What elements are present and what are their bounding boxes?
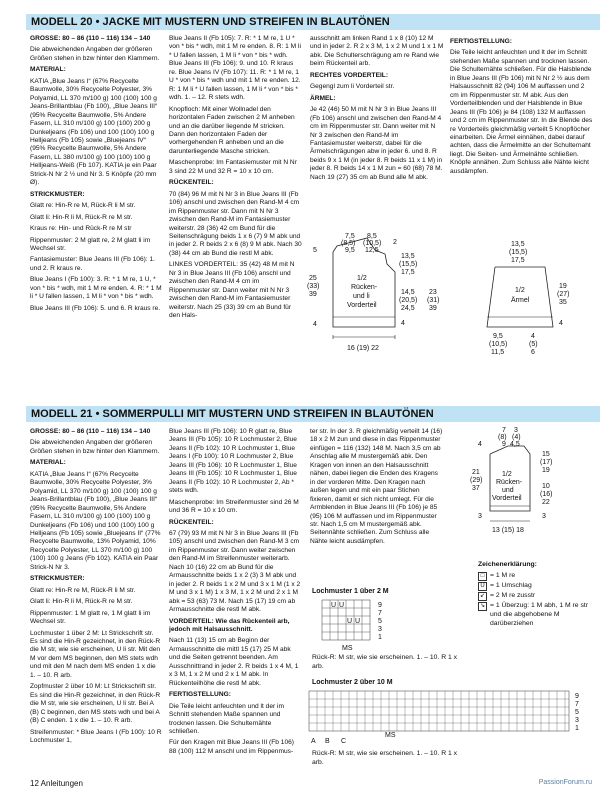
m20-dim: 5: [313, 247, 317, 254]
lochmuster-1-title: Lochmuster 1 über 2 M: [312, 588, 389, 595]
svg-text:U: U: [339, 602, 345, 609]
section-heading: ÄRMEL:: [310, 94, 336, 102]
lm1-row-num: 7: [378, 610, 382, 617]
m21-label: Vorderteil: [492, 495, 522, 502]
m20-dim: 19: [559, 283, 567, 290]
section-heading: FERTIGSTELLUNG:: [169, 691, 231, 699]
section-heading: MATERIAL:: [30, 459, 66, 467]
m20-dim: (27): [557, 291, 570, 298]
page-footer: 12 Anleitungen: [30, 779, 83, 788]
m21-dim: (4): [512, 434, 521, 441]
paragraph: Rippenmuster: 2 M glatt re, 2 M glatt li im Wechsel str.: [30, 236, 151, 252]
lm2-ms: MS: [385, 732, 396, 739]
paragraph: Glatt re: Hin-R re M, Rück-R li M str.: [30, 202, 136, 210]
paragraph: KATIA „Blue Jeans I“ (67% Recycelte Baumwolle, 30% Recycelte Polyester, 3% Polyamid, LL 370 m/100 g) 100 (100) 100 g Jeans-Brillantblau (Fb 100), „Blue Jeans III“ (95% Recycelte Baumwolle, 5% Andere Fasern, LL 310 m/100 g) 100 (100) 200 g Dunkeljeans (Fb 106) und 100 (100) 100 g Helljeans (Fb 105) sowie „Bluejeans IV“ (95% Recycelte Baumwolle, 5% Andere Fasern, LL 380 m/100 g) 100 (100) 100 g Helljeans-Weiß (Fb 107). KATIA je ein Paar Strick-N Nr 2 ½ und Nr 3. 5 Knöpfe (20 mm Ø).: [30, 77, 158, 187]
m20-dim: 13,5: [511, 241, 525, 248]
lm1-row-num: 3: [378, 626, 382, 633]
lochmuster-1-note: Rück-R: M str, wie sie erscheinen. 1. – 10. R 1 x arb.: [312, 654, 458, 670]
m20-dim: (15,5): [509, 249, 528, 256]
m21-schematic: [468, 426, 598, 551]
lm2-label-c: C: [341, 738, 347, 745]
legend-title: Zeichenerklärung:: [478, 561, 537, 568]
m21-dim: (29): [470, 477, 483, 484]
m21-dim: 13 (15) 18: [492, 527, 524, 534]
m20-dim: 17,5: [511, 257, 525, 264]
m20-dim: 12,5: [365, 247, 379, 254]
svg-text:U: U: [331, 602, 337, 609]
m21-column-1: [30, 428, 162, 768]
m20-column-2: [169, 35, 302, 345]
section-heading: VORDERTEIL: Wie das Rückenteil arb, jedoch mit Halsausschnitt.: [169, 617, 290, 633]
size-line: GRÖSSE: 80 – 86 (110 – 116) 134 – 140: [30, 35, 151, 42]
m20-dim: (10,5): [489, 341, 508, 348]
paragraph: Blue Jeans III (Fb 106): 5. und 6. R kraus re.: [30, 304, 161, 312]
legend-row: [478, 581, 598, 591]
paragraph: Streifenmuster: * Blue Jeans I (Fb 100): 10 R Lochmuster 1,: [30, 728, 162, 744]
m21-dim: 15: [542, 451, 550, 458]
paragraph: ter str. In der 3. R gleichmäßig verteilt 14 (16) 18 x 2 M zun und diese in das Rippenmuster einfügen = 116 (132) 148 M. Nach 3,5 cm ab Anschlag alle M mustergemäß abk. Den Kragen von innen an den Halsausschnitt nähen, dabei liegen die Enden des Kragens in der vorderen Mitte. Den Kragen nach außen legen und mit ein paar Stichen fixieren, damit er sich nicht umlegt. Für die Armblenden in Blue Jeans III (Fb 106) je 85 (95) 106 M auffassen und im Rippenmuster str. Nach 1,5 cm M mustergemäß abk. Seitennähte schließen. Zum Schluss alle Nähte leicht ausdämpfen.: [310, 428, 443, 545]
paragraph: Die Teile leicht anfeuchten und lt der im Schnitt stehenden Maße spannen und trocknen lassen. Die Schulternähte schließen. Für die Halsblende in Blue Jeans III (Fb 106) mit N Nr 2 ½ aus dem Halsausschnitt 82 (94) 106 M auffassen und 2 cm im Rippenmuster str. M abk. Aus den Vorderteilblenden und der Halsblende in Blue Jeans III (Fb 106) je 84 (108) 132 M auffassen und 2 cm im Rippenmuster str. In die Blende des re Vorderteils gleichmäßig verteilt 5 Knopflöcher einarbeiten. Die Ärmel einnähen, dabei darauf achten, dass die Ärmelmitte an der Schulternaht liegt. Die Seiten- und Ärmelnähte schließen. Knöpfe annähen. Zum Schluss alle Nähte leicht ausdämpfen.: [450, 49, 593, 175]
paragraph: Fantasiemuster: Blue Jeans III (Fb 106): 1. und 2. R kraus re.: [30, 256, 155, 272]
m20-dim: 25: [309, 275, 317, 282]
m21-dim: 3: [514, 427, 518, 434]
m20-dim: 4: [531, 333, 535, 340]
legend-text: = 2 M re zusstr: [490, 592, 536, 599]
m21-dim: (16): [540, 491, 553, 498]
paragraph: Maschenprobe: Im Streifenmuster sind 26 M und 36 R = 10 x 10 cm.: [169, 498, 299, 515]
legend-row: [478, 591, 598, 601]
m21-dim: 3: [478, 513, 482, 520]
section-heading: RÜCKENTEIL:: [169, 179, 214, 187]
section-heading: FERTIGSTELLUNG:: [450, 38, 512, 45]
m20-dim: 8,5: [367, 233, 377, 240]
m20-label: und li: [353, 293, 370, 300]
paragraph: Je 42 (46) 50 M mit N Nr 3 in Blue Jeans III (Fb 106) anschl und zwischen den Rand-M 4 cm im Rippenmuster str. Dann weiter mit N Nr 3 zwischen den Rand-M im Fantasiemuster weiterstr, dabei für die Ärmelschrägungen abw in jeder 6. und 8. R beids 9 x 1 M (in jeder 8. R beids 11 x 1 M) in jeder 8. R beids 14 x 1 M zun = 60 (68) 78 M. Nach 19 (27) 35 cm ab Bund alle M abk.: [310, 106, 443, 181]
section-heading: RECHTES VORDERTEIL:: [310, 71, 389, 79]
paragraph: Blue Jeans III (Fb 106): 10 R glatt re, Blue Jeans III (Fb 105): 10 R Lochmuster 2, Blue Jeans II (Fb 102): 10 R Lochmuster 1, Blue Jeans I (Fb 100): 10 R Lochmuster 2, Blue Jeans III (Fb 106): 10 R Lochmuster 1, Blue Jeans III (Fb 105): 10 R Lochmuster 1, Blue Jeans II (Fb 102): 10 R Lochmuster 2, Ab * stets wdh.: [169, 428, 297, 495]
legend-row: [478, 601, 598, 628]
m20-dim: 39: [309, 291, 317, 298]
lochmuster-2-note: Rück-R: M str, wie sie erscheinen. 1. – 10. R 1 x arb.: [312, 750, 458, 766]
lochmuster-2-title: Lochmuster 2 über 10 M: [312, 679, 393, 686]
m21-label: 1/2: [502, 471, 512, 478]
legend: [478, 560, 598, 628]
m20-column-1: [30, 35, 162, 345]
paragraph: Glatt li: Hin-R li M, Rück-R re M str.: [30, 213, 133, 221]
k2tog-icon: ↙: [479, 593, 486, 599]
m20-dim: (31): [427, 297, 440, 304]
m20-schematic: [305, 232, 600, 362]
m21-label: Rücken-: [496, 479, 523, 486]
m20-label: Ärmel: [511, 297, 530, 304]
m20-dim: 16 (19) 22: [347, 345, 379, 352]
m20-dim: (8,5): [341, 240, 356, 247]
m21-column-3: [310, 428, 444, 578]
legend-row: [478, 571, 598, 581]
m21-dim: 3: [542, 513, 546, 520]
paragraph: Lochmuster 1 über 2 M: Lt Strickschrift str. Es sind die Hin-R gezeichnet, in den Rück-R die M str, wie sie erscheinen, U li str. Mit den M vor dem MS beginnen, den MS stets wdh und mit den M nach dem MS enden 1 x die 1. – 10. R arb.: [30, 629, 161, 679]
m20-column-3: [310, 35, 444, 230]
lm2-row-num: 3: [575, 717, 579, 724]
m20-dim: 11,5: [491, 349, 505, 356]
m20-dim: 9,5: [493, 333, 503, 340]
lm1-row-num: 5: [378, 618, 382, 625]
m20-dim: 39: [429, 305, 437, 312]
lm2-row-num: 1: [575, 725, 579, 732]
svg-text:U: U: [355, 618, 361, 625]
lochmuster-1-chart: [312, 598, 412, 653]
m20-dim: 4: [401, 320, 405, 327]
m20-dim: (5): [529, 341, 538, 348]
m21-dim: 4: [478, 441, 482, 448]
paragraph: 70 (84) 96 M mit N Nr 3 in Blue Jeans III (Fb 106) anschl und zwischen den Rand-M 4 cm im Rippenmuster str. Dann mit N Nr 3 zwischen den Rand-M im Fantasiemuster weiterstr. 28 (36) 42 cm Bund für die Seitenschrägung beids 1 x 6 (7) 9 M abk und in jeder 2. R beids 2 x 6 (8) 9 M abk. Nach 30 (38) 44 cm ab Bund die restl M abk.: [169, 190, 302, 257]
m21-dim: 37: [472, 485, 480, 492]
lm2-label-b: B: [325, 738, 330, 745]
m21-dim: 9: [502, 441, 506, 448]
paragraph: Die abweichenden Angaben der größeren Größen stehen in bzw hinter den Klammern.: [30, 439, 160, 455]
paragraph: Für den Kragen mit Blue Jeans III (Fb 106) 88 (100) 112 M anschl und im Rippenmus-: [169, 739, 294, 755]
m20-dim: 35: [559, 299, 567, 306]
lm2-row-num: 5: [575, 709, 579, 716]
m20-dim: 23: [429, 289, 437, 296]
m20-dim: 14,5: [401, 289, 415, 296]
m20-label: 1/2: [357, 275, 367, 282]
watermark: PassionForum.ru: [538, 779, 592, 786]
section-heading: STRICKMUSTER:: [30, 575, 85, 583]
m20-dim: (10,5): [363, 240, 382, 247]
m20-dim: 9,5: [345, 247, 355, 254]
m20-label: Vorderteil: [347, 302, 377, 309]
m20-dim: 17,5: [401, 269, 415, 276]
lochmuster-2-chart: [305, 689, 595, 747]
svg-text:U: U: [347, 618, 353, 625]
m20-dim: 2: [393, 239, 397, 246]
m21-dim: (8): [498, 434, 507, 441]
paragraph: Blue Jeans II (Fb 105): 7. R: * 1 M re, 1 U * von * bis * wdh, mit 1 M re enden. 8. R: 1 M li * U fallen lassen, 1 M li * von * bis * wdh. Blue Jeans III (Fb 106): 9. und 10. R kraus re. Blue Jeans IV (Fb 107): 11. R: * 1 M re, 1 U * von * bis * wdh und mit 1 M re enden. 12. R: 1 M li * U fallen lassen, 1 M li * von * bis * wdh. 1. – 12. R stets wdh.: [169, 35, 301, 102]
m21-column-2: [169, 428, 302, 768]
paragraph: Glatt li: Hin-R li M, Rück-R re M str.: [30, 598, 133, 606]
paragraph: ausschnitt am linken Rand 1 x 8 (10) 12 M und in jeder 2. R 2 x 3 M, 1 x 2 M und 1 x 1 M abk. Die Schulterschrägung am re Rand wie beim Rückenteil arb.: [310, 35, 444, 68]
paragraph: Rippenmuster: 1 M glatt re, 1 M glatt li im Wechsel str.: [30, 609, 151, 626]
paragraph: Blue Jeans I (Fb 100): 3. R: * 1 M re, 1 U, * von * bis * wdh, mit 1 M re enden. 4. R: * 1 M li * U fallen lassen, 1 M li * von * bis * wdh.: [30, 276, 162, 301]
yarn-over-icon: U: [478, 582, 487, 591]
m20-dim: 4: [313, 321, 317, 328]
modell-21-header: MODELL 21 • SOMMERPULLI MIT MUSTERN UND STREIFEN IN BLAUTÖNEN: [26, 406, 600, 422]
size-line: GRÖSSE: 80 – 86 (110 – 116) 134 – 140: [30, 428, 151, 435]
m20-dim: (15,5): [399, 261, 418, 268]
modell-20-header: MODELL 20 • JACKE MIT MUSTERN UND STREIFEN IN BLAUTÖNEN: [26, 14, 600, 30]
paragraph: Zopfmuster 2 über 10 M: Lt Strickschrift str. Es sind die Hin-R gezeichnet, in den Rück-R die M str, wie sie erscheinen, U li str. Bei A (B) C beginnen, den MS stets wdh und bei A (B) C enden. 1 x die 1. – 10. R arb.: [30, 683, 161, 725]
m20-label: 1/2: [515, 287, 525, 294]
paragraph: Knopfloch: Mit einer Wollnadel den horizontalen Faden zwischen 2 M anheben und an die darüber liegende M stricken. Dann den horizontalen Faden der vorhergehenden R anheben und an die darunterliegende Masche stricken.: [169, 105, 295, 155]
lm1-row-num: 1: [378, 634, 382, 641]
legend-text: = 1 Umschlag: [490, 582, 532, 589]
paragraph: Kraus re: Hin- und Rück-R re M str: [30, 225, 132, 233]
knit-icon: □: [478, 572, 487, 581]
m21-dim: 10: [542, 483, 550, 490]
paragraph: Nach 11 (13) 15 cm ab Beginn der Armausschnitte die mittl 15 (17) 25 M abk und die Seiten getrennt beenden. Am Ausschnittrand in jeder 2. R beids 1 x 4 M, 1 x 3 M, 1 x 2 M und 2 x 1 M abk. In Rückenteilhöhe die restl M abk.: [169, 637, 299, 687]
lm1-ms: MS: [342, 645, 353, 652]
m20-dim: 7,5: [345, 233, 355, 240]
m21-dim: (17): [540, 459, 553, 466]
section-heading: STRICKMUSTER:: [30, 190, 85, 198]
paragraph: Maschenprobe: Im Fantasiemuster mit N Nr 3 sind 22 M und 32 R = 10 x 10 cm.: [169, 159, 297, 175]
m21-dim: 21: [472, 469, 480, 476]
paragraph: Die Teile leicht anfeuchten und lt der im Schnitt stehenden Maße spannen und trocknen lassen. Die Schulternähte schließen.: [169, 702, 284, 735]
m20-dim: (20,5): [399, 297, 418, 304]
lm2-row-num: 9: [575, 693, 579, 700]
m21-dim: 22: [542, 499, 550, 506]
section-heading: RÜCKENTEIL:: [169, 518, 214, 526]
lm2-row-num: 7: [575, 701, 579, 708]
section-heading: MATERIAL:: [30, 66, 66, 74]
legend-text: = 1 M re: [490, 572, 516, 579]
m20-dim: 4: [559, 320, 563, 327]
m21-label: und: [502, 487, 514, 494]
paragraph: 67 (79) 93 M mit N Nr 3 in Blue Jeans III (Fb 105) anschl und zwischen den Rand-M 3 cm im Rippenmuster str. Dann weiter zwischen den Rand-M im Streifenmuster weiterarb. Nach 10 (16) 22 cm ab Bund für die Armausschnitte beids 1 x 2 (3) 3 M abk und in jeder 2. R beids 1 x 2 M und 3 x 1 M (1 x 2 M und 3 x 1 M) 1 x 3 M, 1 x 2 M und 2 x 1 M abk = 53 (63) 73 M. Nach 15 (17) 19 cm ab Armausschnitte die restl M abk.: [169, 529, 301, 614]
paragraph: KATIA „Blue Jeans I“ (67% Recycelte Baumwolle, 30% Recycelte Polyester, 3% Polyamid, LL 370 m/100 g) 100 (100) 100 g Jeans-Brillantblau (Fb 100), „Blue Jeans III“ (95% Recycelte Baumwolle, 5% Andere Fasern, LL 310 m/100 g) 100 (100) 100 g Dunkeljeans (Fb 106) und 100 (100) 100 g Helljeans (Fb 105) sowie „Bluejeans II“ (77% Recycelte Baumwolle, 13% Polyamid, 10% Recycelte Polyester, LL 370 m/100 g) 100 (100) 100 g Jeans (Fb 102). KATIA ein Paar Strick-N Nr 3.: [30, 470, 161, 571]
m21-dim: 7: [502, 427, 506, 434]
paragraph: Die abweichenden Angaben der größeren Größen stehen in bzw hinter den Klammern.: [30, 46, 160, 62]
paragraph: Gegengl zum li Vorderteil str.: [310, 83, 395, 91]
skpo-icon: ↘: [479, 603, 486, 609]
lm1-row-num: 9: [378, 602, 382, 609]
m20-dim: 24,5: [401, 305, 415, 312]
paragraph: LINKES VORDERTEIL: 35 (42) 48 M mit N Nr 3 in Blue Jeans III (Fb 106) anschl und zwischen den Rand-M 4 cm im Rippenmuster str. Dann weiter mit N Nr 3 zwischen den Rand-M im Fantasiemuster weiterstr. Nach 25 (33) 39 cm ab Bund für den Hals-: [169, 261, 295, 320]
m20-dim: 6: [531, 349, 535, 356]
m21-dim: 4,5: [510, 441, 520, 448]
m20-dim: 13,5: [401, 253, 415, 260]
m21-dim: 19: [542, 467, 550, 474]
lm2-label-a: A: [311, 738, 316, 745]
paragraph: Glatt re: Hin-R re M, Rück-R li M str.: [30, 586, 136, 594]
legend-text: = 1 Überzug: 1 M abh, 1 M re str und die abgehobene M darüberziehen: [490, 602, 589, 627]
m20-label: Rücken-: [351, 284, 378, 291]
m20-dim: (33): [307, 283, 320, 290]
